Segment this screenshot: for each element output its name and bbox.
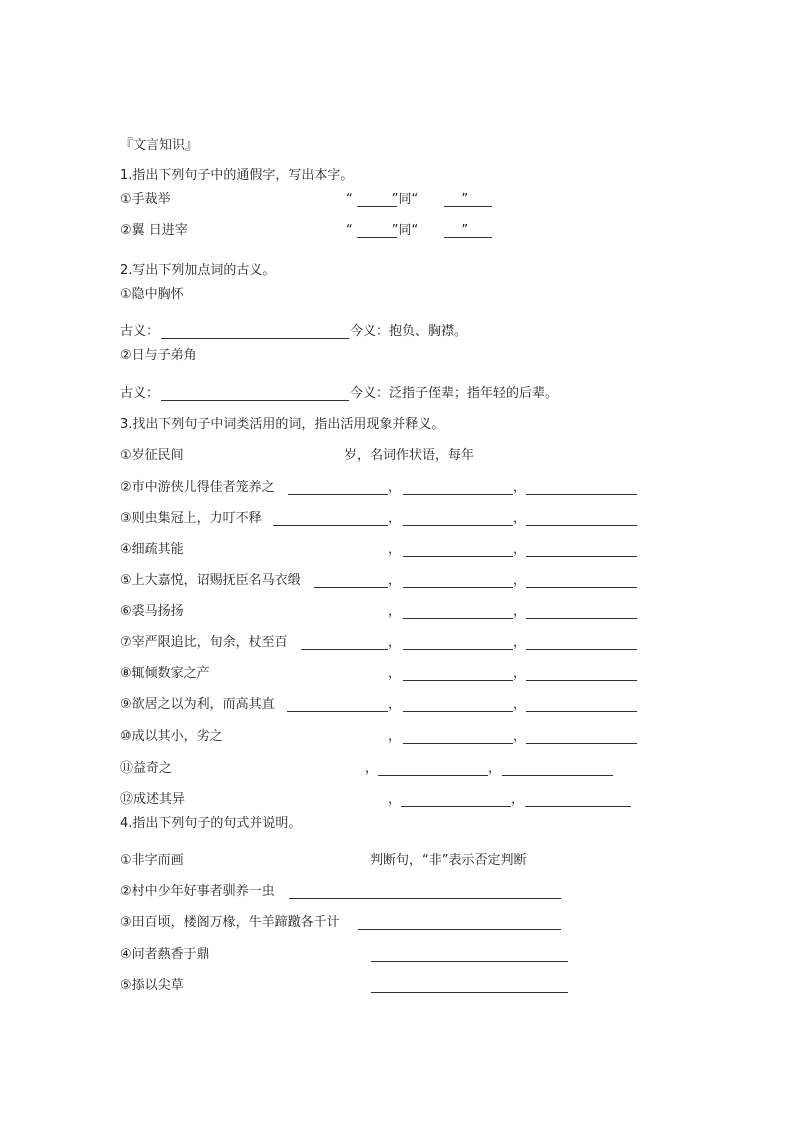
q3-item-2-blank-type[interactable]	[403, 481, 513, 495]
q3-item-11-blank-meaning[interactable]	[502, 762, 613, 776]
q3-item-12-blank-meaning[interactable]	[525, 793, 631, 807]
q3-item-9-blank-meaning[interactable]	[526, 698, 637, 712]
q3-item-8-blank-meaning[interactable]	[526, 667, 637, 681]
q3-item-5-blank-type[interactable]	[403, 574, 513, 588]
q3-item-3-blank-type[interactable]	[403, 512, 513, 526]
q3-item-9-comma-1: ，	[388, 697, 402, 712]
q3-item-12-comma-2: ，	[511, 792, 525, 807]
q3-item-9-comma-2: ，	[513, 697, 527, 712]
q3-item-7-comma-2: ，	[513, 635, 527, 650]
q3-item-8-comma-1: ，	[388, 666, 402, 681]
q3-item-5: ⑤上大嘉悦，诏赐抚臣名马衣缎	[120, 573, 301, 588]
q4-item-3: ③田百顷，楼阁万椽，牛羊蹄躈各千计	[120, 915, 340, 930]
q2-item-2-jin: 今义：泛指子侄辈；指年轻的后辈。	[350, 386, 559, 401]
q3-item-7-blank-meaning[interactable]	[526, 636, 637, 650]
q4-item-5-blank[interactable]	[371, 979, 568, 993]
q3-item-9-blank-type[interactable]	[403, 698, 513, 712]
q3-example: ①岁征民间	[120, 448, 184, 463]
q2-item-1-jin: 今义：抱负、胸襟。	[350, 324, 468, 339]
q3-item-5-blank-word[interactable]	[314, 574, 388, 588]
q3-item-11-comma-1: ，	[365, 761, 379, 776]
q1-item-1: ①手裁举	[120, 192, 171, 207]
q4-example-answer: 判断句，“非”表示否定判断	[370, 853, 527, 868]
q3-item-7: ⑦宰严限追比，旬余，杖至百	[120, 635, 288, 650]
q1-item-1-blank-b[interactable]	[444, 193, 492, 207]
q4-example: ①非字而画	[120, 853, 184, 868]
q3-item-8: ⑧辄倾数家之产	[120, 666, 210, 681]
q3-item-7-blank-type[interactable]	[403, 636, 513, 650]
q1-item-2-blank-b[interactable]	[444, 224, 492, 238]
q3-item-6-blank-meaning[interactable]	[526, 605, 637, 619]
q3-item-5-blank-meaning[interactable]	[526, 574, 637, 588]
q3-item-3-comma-1: ，	[388, 511, 402, 526]
q3-item-9-blank-word[interactable]	[287, 698, 388, 712]
q3-item-10-comma-2: ，	[513, 729, 527, 744]
q2-item-1-blank[interactable]	[161, 325, 349, 339]
q3-item-3: ③则虫集冠上，力叮不释	[120, 511, 262, 526]
q1-title: 1.指出下列句子中的通假字，写出本字。	[120, 168, 354, 183]
q3-item-2-comma-1: ，	[388, 480, 402, 495]
q2-title: 2.写出下列加点词的古义。	[120, 263, 276, 278]
q3-item-12: ⑫成述其异	[120, 792, 186, 807]
q3-example-answer: 岁，名词作状语，每年	[344, 448, 475, 463]
q3-item-8-blank-type[interactable]	[403, 667, 513, 681]
q3-item-11-comma-2: ，	[488, 761, 502, 776]
q3-item-3-comma-2: ，	[513, 511, 527, 526]
q3-item-5-comma-1: ，	[388, 573, 402, 588]
q2-item-1-gu-label: 古义：	[120, 324, 160, 339]
q3-item-6-comma-1: ，	[388, 604, 402, 619]
q3-item-4-comma-1: ，	[388, 542, 402, 557]
q3-item-9: ⑨欲居之以为利，而高其直	[120, 697, 275, 712]
q3-title: 3.找出下列句子中词类活用的词，指出活用现象并释义。	[120, 417, 445, 432]
q4-item-5: ⑤掭以尖草	[120, 978, 184, 993]
q4-item-4-blank[interactable]	[371, 948, 568, 962]
q4-item-3-blank[interactable]	[358, 916, 561, 930]
q1-item-1-quote: “ ”同“ ”	[346, 192, 469, 207]
q1-item-2: ②翼 日进宰	[120, 223, 188, 238]
q2-item-2-gu-label: 古义：	[120, 386, 160, 401]
q1-item-1-blank-a[interactable]	[357, 193, 397, 207]
q4-item-2: ②村中少年好事者驯养一虫	[120, 884, 275, 899]
q3-item-10-blank-type[interactable]	[403, 730, 513, 744]
section-title: 『文言知识』	[120, 138, 199, 153]
q3-item-6-comma-2: ，	[513, 604, 527, 619]
q3-item-4-comma-2: ，	[513, 542, 527, 557]
q3-item-5-comma-2: ，	[513, 573, 527, 588]
q4-item-2-blank[interactable]	[289, 885, 561, 899]
q1-item-2-blank-a[interactable]	[357, 224, 397, 238]
q1-item-2-quote: “ ”同“ ”	[346, 223, 469, 238]
q3-item-3-blank-meaning[interactable]	[526, 512, 637, 526]
q3-item-4-blank-type[interactable]	[403, 543, 513, 557]
q3-item-4: ④细疏其能	[120, 542, 184, 557]
q2-item-2: ②日与子弟角	[120, 348, 197, 363]
q3-item-2-blank-word[interactable]	[288, 481, 388, 495]
q3-item-7-blank-word[interactable]	[301, 636, 388, 650]
q3-item-10-comma-1: ，	[388, 729, 402, 744]
q3-item-3-blank-word[interactable]	[273, 512, 388, 526]
q3-item-11: ⑪益奇之	[120, 761, 173, 776]
q2-item-1: ①隐中胸怀	[120, 287, 184, 302]
q3-item-10-blank-meaning[interactable]	[526, 730, 637, 744]
q3-item-2: ②市中游侠儿得佳者笼养之	[120, 480, 275, 495]
q3-item-11-blank-type[interactable]	[378, 762, 488, 776]
q3-item-2-comma-2: ，	[513, 480, 527, 495]
q3-item-2-blank-meaning[interactable]	[526, 481, 637, 495]
q3-item-4-blank-meaning[interactable]	[526, 543, 637, 557]
q4-title: 4.指出下列句子的句式并说明。	[120, 816, 302, 831]
q3-item-8-comma-2: ，	[513, 666, 527, 681]
q2-item-2-blank[interactable]	[161, 387, 349, 401]
q4-item-4: ④问者爇香于鼎	[120, 947, 210, 962]
q3-item-6-blank-type[interactable]	[403, 605, 513, 619]
q3-item-12-blank-type[interactable]	[401, 793, 511, 807]
q3-item-10: ⑩成以其小，劣之	[120, 729, 223, 744]
q3-item-7-comma-1: ，	[388, 635, 402, 650]
q3-item-12-comma-1: ，	[388, 792, 402, 807]
q3-item-6: ⑥裘马扬扬	[120, 604, 184, 619]
